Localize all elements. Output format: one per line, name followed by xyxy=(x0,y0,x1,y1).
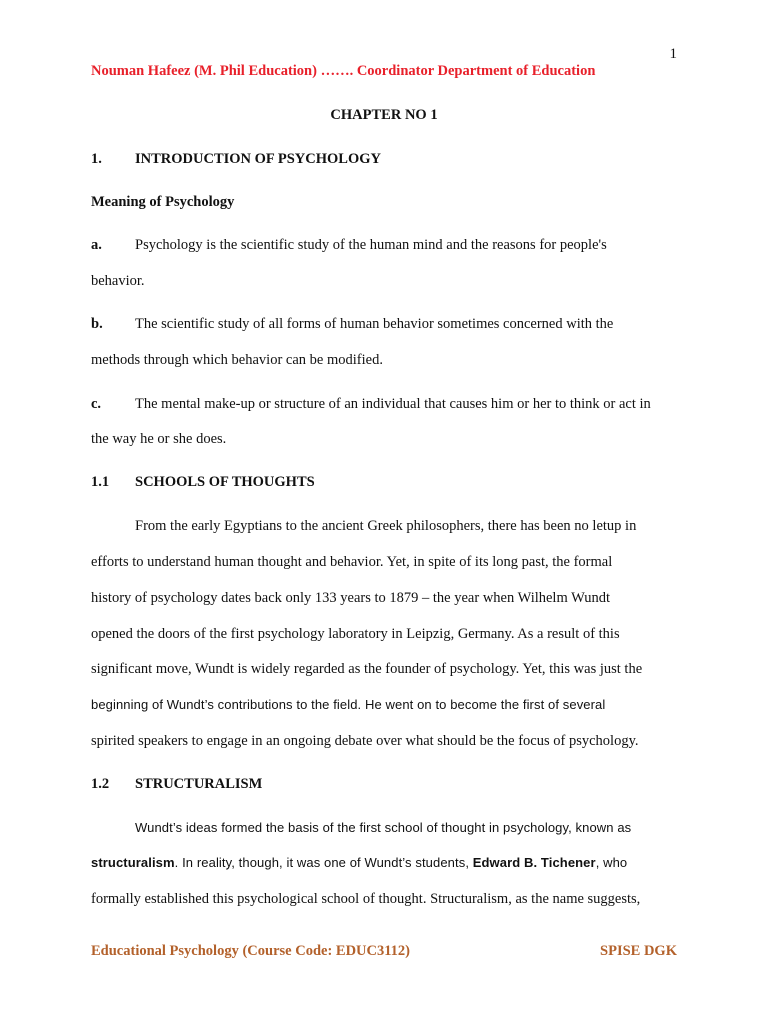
item-c-line-2: the way he or she does. xyxy=(91,431,227,447)
chapter-title: CHAPTER NO 1 xyxy=(330,107,438,123)
item-a-line-2: behavior. xyxy=(91,273,145,289)
page-number: 1 xyxy=(669,46,677,62)
item-a-line-1: Psychology is the scientific study of the human mind and the reasons for people's xyxy=(135,237,607,253)
section-1-1-title: SCHOOLS OF THOUGHTS xyxy=(135,474,315,490)
footer-institution: SPISE DGK xyxy=(600,943,677,959)
footer-course: Educational Psychology (Course Code: EDUC3112) xyxy=(91,943,411,959)
section-1-1-number: 1.1 xyxy=(91,474,110,490)
term-structuralism: structuralism xyxy=(91,855,175,870)
section-1-title: INTRODUCTION OF PSYCHOLOGY xyxy=(135,151,381,167)
struct-para-line-1: Wundt’s ideas formed the basis of the first school of thought in psychology, known as xyxy=(135,820,632,835)
schools-para-line-3: history of psychology dates back only 133 years to 1879 – the year when Wilhelm Wundt xyxy=(91,590,610,606)
item-c-label: c. xyxy=(91,396,102,412)
section-1-number: 1. xyxy=(91,151,102,167)
item-a-label: a. xyxy=(91,237,102,253)
struct-para-line-2 xyxy=(91,855,627,870)
item-b-line-1: The scientific study of all forms of human behavior sometimes concerned with the xyxy=(135,316,614,332)
schools-para-line-1: From the early Egyptians to the ancient Greek philosophers, there has been no letup in xyxy=(135,518,637,534)
name-edward-tichener: Edward B. Tichener xyxy=(472,855,596,870)
struct-para-line-3: formally established this psychological school of thought. Structuralism, as the name suggests, xyxy=(91,891,641,907)
schools-para-line-5: significant move, Wundt is widely regarded as the founder of psychology. Yet, this was just the xyxy=(91,661,643,677)
struct-para-line-2-end: , who xyxy=(595,855,628,870)
schools-para-line-7: spirited speakers to engage in an ongoing debate over what should be the focus of psychology. xyxy=(91,733,639,749)
page-header: Nouman Hafeez (M. Phil Education) ……. Coordinator Department of Education xyxy=(91,63,596,79)
item-b-line-2: methods through which behavior can be modified. xyxy=(91,352,383,368)
schools-para-line-6: beginning of Wundt’s contributions to the field. He went on to become the first of several xyxy=(91,697,606,712)
item-c-line-1: The mental make-up or structure of an individual that causes him or her to think or act in xyxy=(135,396,651,412)
section-1-2-title: STRUCTURALISM xyxy=(135,776,263,792)
schools-para-line-2: efforts to understand human thought and behavior. Yet, in spite of its long past, the formal xyxy=(91,554,613,570)
schools-para-line-4: opened the doors of the first psychology laboratory in Leipzig, Germany. As a result of this xyxy=(91,626,620,642)
item-b-label: b. xyxy=(91,316,103,332)
struct-para-line-2-middle: . In reality, though, it was one of Wundt’s students, xyxy=(174,855,473,870)
meaning-heading: Meaning of Psychology xyxy=(91,194,235,210)
section-1-2-number: 1.2 xyxy=(91,776,110,792)
